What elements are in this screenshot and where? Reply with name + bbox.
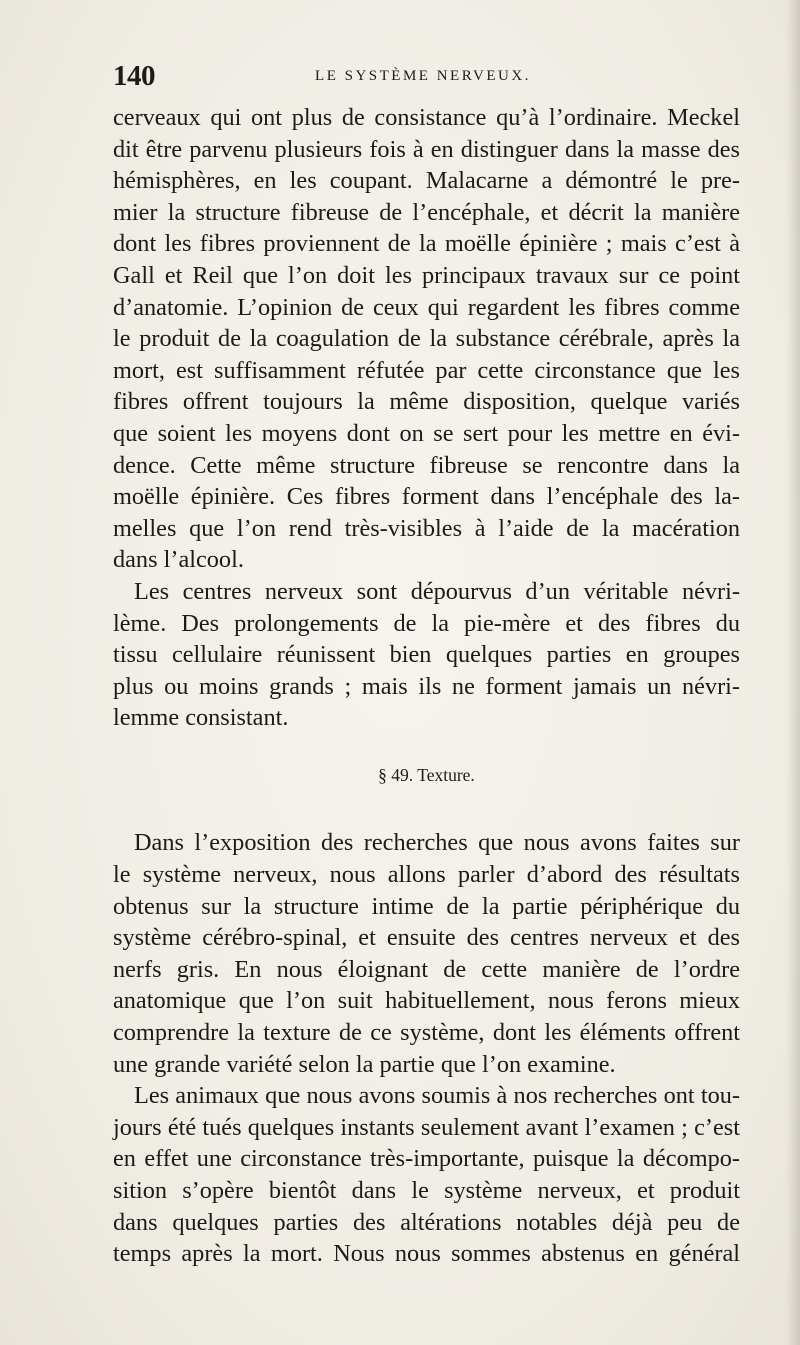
text-line: fibres offrent toujours la même disposition, quelque variés: [113, 388, 740, 416]
text-line: Les animaux que nous avons soumis à nos recherches ont tou-: [134, 1082, 740, 1110]
text-line: Gall et Reil que l’on doit les principaux travaux sur ce point: [113, 261, 740, 289]
text-line: sition s’opère bientôt dans le système nerveux, et produit: [113, 1177, 740, 1204]
running-head: [113, 60, 733, 94]
text-line: d’anatomie. L’opinion de ceux qui regardent les fibres comme: [113, 293, 740, 321]
text-line: anatomique que l’on suit habituellement, nous ferons mieux: [113, 987, 740, 1015]
paragraph-2: [113, 576, 740, 734]
text-line: dont les fibres proviennent de la moëlle épinière ; mais c’est à: [113, 230, 740, 258]
text-line: le produit de la coagulation de la substance cérébrale, après la: [113, 325, 740, 353]
paragraph-4: [113, 1080, 740, 1270]
page-edge-shadow: [786, 0, 800, 1345]
text-line: une grande variété selon la partie que l’on examine.: [113, 1050, 616, 1078]
page-number: 140: [113, 60, 155, 92]
text-line: comprendre la texture de ce système, dont les éléments offrent: [113, 1019, 740, 1047]
text-line: que soient les moyens dont on se sert pour les mettre en évi-: [113, 419, 740, 447]
text-line: plus ou moins grands ; mais ils ne forment jamais un névri-: [113, 672, 740, 700]
body-text: [113, 102, 740, 1270]
text-line: mort, est suffisamment réfutée par cette circonstance que les: [113, 356, 740, 384]
text-line: cerveaux qui ont plus de consistance qu’à l’ordinaire. Meckel: [113, 104, 740, 131]
text-line: tissu cellulaire réunissent bien quelques parties en groupes: [113, 641, 740, 669]
text-line: Les centres nerveux sont dépourvus d’un véritable névri-: [134, 577, 740, 605]
paragraph-1: [113, 102, 740, 576]
text-line: Dans l’exposition des recherches que nous avons faites sur: [134, 829, 740, 857]
text-line: dans l’alcool.: [113, 546, 244, 574]
text-line: lemme consistant.: [113, 704, 289, 732]
text-line: système cérébro-spinal, et ensuite des centres nerveux et des: [113, 924, 740, 952]
text-line: dence. Cette même structure fibreuse se rencontre dans la: [113, 451, 740, 479]
text-line: temps après la mort. Nous nous sommes abstenus en général: [113, 1240, 740, 1268]
text-line: dans quelques parties des altérations notables déjà peu de: [113, 1208, 740, 1236]
text-line: jours été tués quelques instants seulement avant l’examen ; c’est: [113, 1113, 740, 1141]
text-line: en effet une circonstance très-importante, puisque la décompo-: [113, 1145, 740, 1173]
text-line: lème. Des prolongements de la pie-mère et des fibres du: [113, 609, 740, 637]
text-line: obtenus sur la structure intime de la partie périphérique du: [113, 892, 740, 920]
text-line: mier la structure fibreuse de l’encéphale, et décrit la manière: [113, 198, 740, 226]
text-line: melles que l’on rend très-visibles à l’aide de la macération: [113, 514, 740, 542]
text-line: hémisphères, en les coupant. Malacarne a démontré le pre-: [113, 167, 740, 195]
paragraph-3: [113, 827, 740, 1080]
text-line: moëlle épinière. Ces fibres forment dans l’encéphale des la-: [113, 483, 740, 511]
text-line: le système nerveux, nous allons parler d’abord des résultats: [113, 861, 740, 889]
text-line: dit être parvenu plusieurs fois à en distinguer dans la masse des: [113, 135, 740, 163]
running-title: LE SYSTÈME NERVEUX.: [315, 68, 531, 84]
text-line: nerfs gris. En nous éloignant de cette manière de l’ordre: [113, 955, 740, 983]
section-heading: § 49. Texture.: [378, 764, 475, 785]
